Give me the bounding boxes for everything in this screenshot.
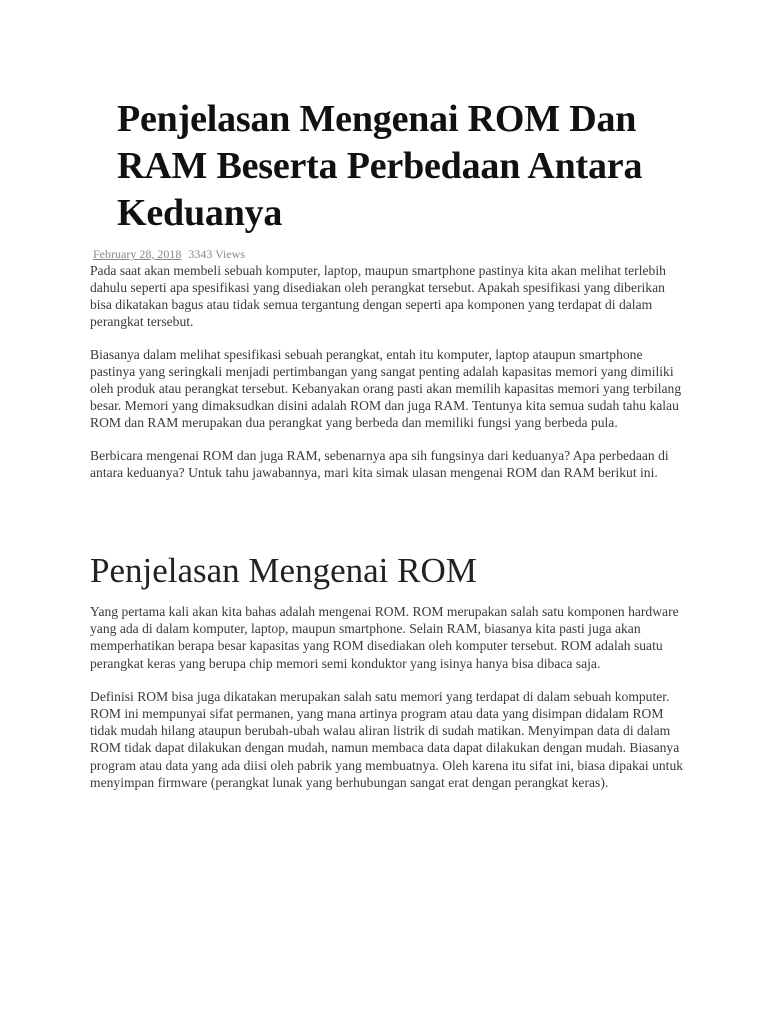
article-title: Penjelasan Mengenai ROM Dan RAM Beserta Perbedaan Antara Keduanya bbox=[117, 98, 643, 234]
intro-paragraph-2: Biasanya dalam melihat spesifikasi sebuah perangkat, entah itu komputer, laptop ataupun smartphone pastinya yang seringkali menjadi pertimbangan yang sangat penting adalah kapasitas memori yang dimiliki oleh produk atau perangkat tersebut. Kebanyakan orang pasti akan memilih kapasitas memori yang terbilang besar. Memori yang dimaksudkan disini adalah ROM dan juga RAM. Tentunya kita semua sudah tahu kalau ROM dan RAM merupakan dua perangkat yang berbeda dan memiliki fungsi yang berbeda pula. bbox=[90, 347, 682, 430]
view-count: 3343 Views bbox=[188, 247, 246, 261]
section-heading-rom: Penjelasan Mengenai ROM bbox=[90, 551, 477, 590]
article-meta bbox=[93, 246, 245, 262]
article-date-link[interactable]: February 28, 2018 bbox=[93, 247, 182, 261]
intro-section bbox=[90, 262, 690, 497]
rom-section bbox=[90, 603, 690, 807]
rom-paragraph-2: Definisi ROM bisa juga dikatakan merupakan salah satu memori yang terdapat di dalam sebuah komputer. ROM ini mempunyai sifat permanen, yang mana artinya program atau data yang disimpan didalam ROM tidak mudah hilang ataupun berubah-ubah walau aliran listrik di sudah matikan. Menyimpan data di dalam ROM tidak dapat dilakukan dengan mudah, namun membaca data dapat dilakukan dengan mudah. Biasanya program atau data yang ada diisi oleh pabrik yang membuatnya. Oleh karena itu sifat ini, biasa dipakai untuk menyimpan firmware (perangkat lunak yang berhubungan sangat erat dengan perangkat keras). bbox=[90, 688, 684, 790]
intro-paragraph-1: Pada saat akan membeli sebuah komputer, laptop, maupun smartphone pastinya kita akan melihat terlebih dahulu seperti apa spesifikasi yang disediakan oleh perangkat tersebut. Apakah spesifikasi yang diberikan bisa dikatakan bagus atau tidak semua tergantung dengan seperti apa komponen yang terdapat di dalam perangkat tersebut. bbox=[90, 263, 666, 329]
intro-paragraph-3: Berbicara mengenai ROM dan juga RAM, sebenarnya apa sih fungsinya dari keduanya? Apa perbedaan di antara keduanya? Untuk tahu jawabannya, mari kita simak ulasan mengenai ROM dan RAM berikut ini. bbox=[90, 448, 669, 480]
rom-paragraph-1: Yang pertama kali akan kita bahas adalah mengenai ROM. ROM merupakan salah satu komponen hardware yang ada di dalam komputer, laptop, maupun smartphone. Selain RAM, biasanya kita pasti juga akan memperhatikan berapa besar kapasitas yang ROM disediakan oleh komputer tersebut. ROM adalah suatu perangkat keras yang berupa chip memori semi konduktor yang isinya hanya bisa dibaca saja. bbox=[90, 604, 679, 671]
